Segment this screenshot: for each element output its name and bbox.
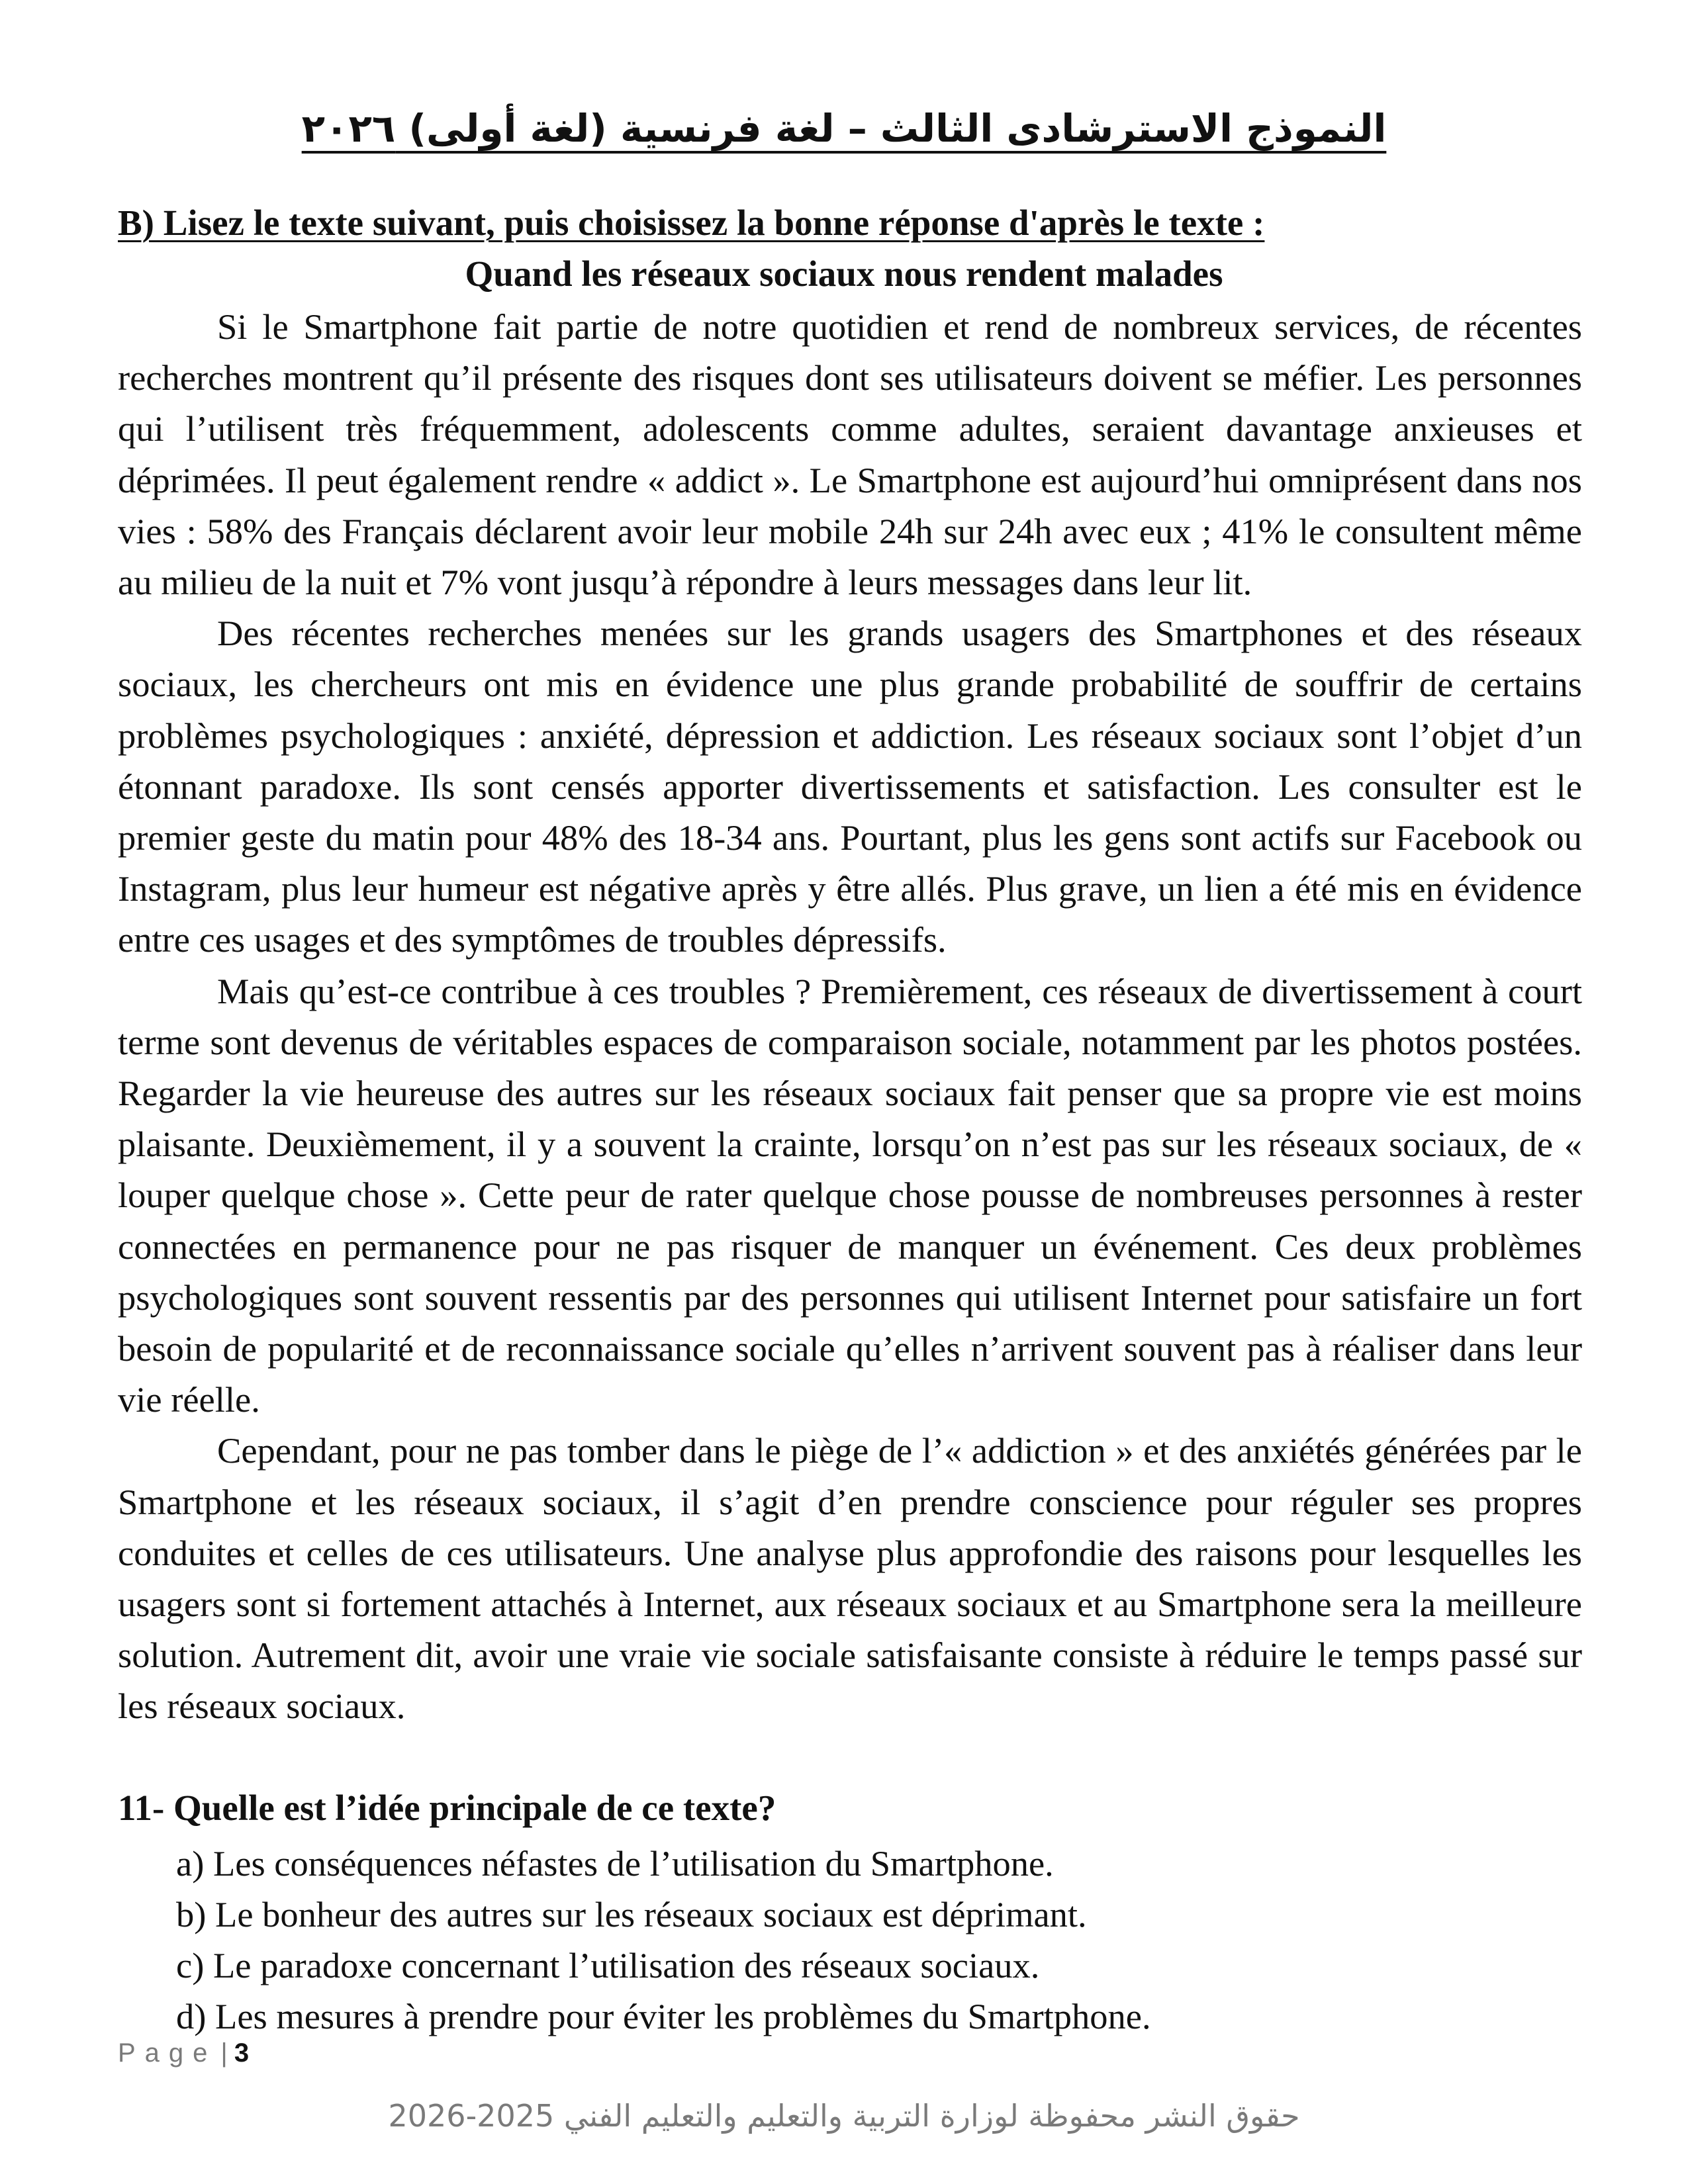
page-separator: | [220, 2038, 228, 2068]
passage-paragraph: Des récentes recherches menées sur les grands usagers des Smartphones et des réseaux sociaux, les chercheurs ont mis en évidence une plus grande probabilité de souffrir de certains problèmes psychologiques : anxiété, dépression et addiction. Les réseaux sociaux sont l’objet d’un étonnant paradoxe. Ils sont censés apporter divertissements et satisfaction. Les consulter est le premier geste du matin pour 48% des 18-34 ans. Pourtant, plus les gens sont actifs sur Facebook ou Instagram, plus leur humeur est négative après y être allés. Plus grave, un lien a été mis en évidence entre ces usages et des symptômes de troubles dépressifs. [118, 613, 1582, 960]
option-d: d) Les mesures à prendre pour éviter les problèmes du Smartphone. [176, 1996, 1151, 2036]
option-a: a) Les conséquences néfastes de l’utilisation du Smartphone. [176, 1843, 1054, 1884]
option-c: c) Le paradoxe concernant l’utilisation des réseaux sociaux. [176, 1945, 1040, 1985]
question-11: 11- Quelle est l’idée principale de ce texte? [118, 1788, 776, 1828]
page-number [118, 2038, 249, 2068]
passage-paragraph: Cependant, pour ne pas tomber dans le piège de l’« addiction » et des anxiétés générées par le Smartphone et les réseaux sociaux, il s’agit d’en prendre conscience pour réguler ses propres conduites et celles de ces utilisateurs. Une analyse plus approfondie des raisons pour lesquelles les usagers sont si fortement attachés à Internet, aux réseaux sociaux et au Smartphone sera la meilleure solution. Autrement dit, avoir une vraie vie sociale satisfaisante consiste à réduire le temps passé sur les réseaux sociaux. [118, 1430, 1582, 1727]
copyright-text: حقوق النشر محفوظة لوزارة التربية والتعليم والتعليم الفني 2025-2026 [388, 2098, 1300, 2134]
copyright-footer [0, 2098, 1688, 2134]
option-b: b) Le bonheur des autres sur les réseaux sociaux est déprimant. [176, 1894, 1087, 1934]
answer-options [176, 1838, 1151, 2042]
section-instruction: B) Lisez le texte suivant, puis choisissez la bonne réponse d'après le texte : [118, 203, 1265, 243]
page-number-value: 3 [234, 2038, 250, 2068]
text-title: Quand les réseaux sociaux nous rendent malades [465, 253, 1223, 294]
page-label: Page [118, 2038, 217, 2068]
passage-paragraph: Mais qu’est-ce contribue à ces troubles ? Premièrement, ces réseaux de divertissement à court terme sont devenus de véritables espaces de comparaison sociale, notamment par les photos postées. Regarder la vie heureuse des autres sur les réseaux sociaux fait penser que sa propre vie est moins plaisante. Deuxièmement, il y a souvent la crainte, lorsqu’on n’est pas sur les réseaux sociaux, de « louper quelque chose ». Cette peur de rater quelque chose pousse de nombreuses personnes à rester connectées en permanence pour ne pas risquer de manquer un événement. Ces deux problèmes psychologiques sont souvent ressentis par des personnes qui utilisent Internet pour satisfaire un fort besoin de popularité et de reconnaissance sociale qu’elles n’arrivent souvent pas à réaliser dans leur vie réelle. [118, 970, 1582, 1420]
exam-header-title: النموذج الاسترشادى الثالث – لغة فرنسية (لغة أولى) ٢٠٢٦ [301, 106, 1387, 151]
exam-header [0, 106, 1688, 151]
reading-passage [118, 301, 1582, 1732]
passage-paragraph: Si le Smartphone fait partie de notre quotidien et rend de nombreux services, de récentes recherches montrent qu’il présente des risques dont ses utilisateurs doivent se méfier. Les personnes qui l’utilisent très fréquemment, adolescents comme adultes, seraient davantage anxieuses et déprimées. Il peut également rendre « addict ». Le Smartphone est aujourd’hui omniprésent dans nos vies : 58% des Français déclarent avoir leur mobile 24h sur 24h avec eux ; 41% le consultent même au milieu de la nuit et 7% vont jusqu’à répondre à leurs messages dans leur lit. [118, 306, 1582, 603]
